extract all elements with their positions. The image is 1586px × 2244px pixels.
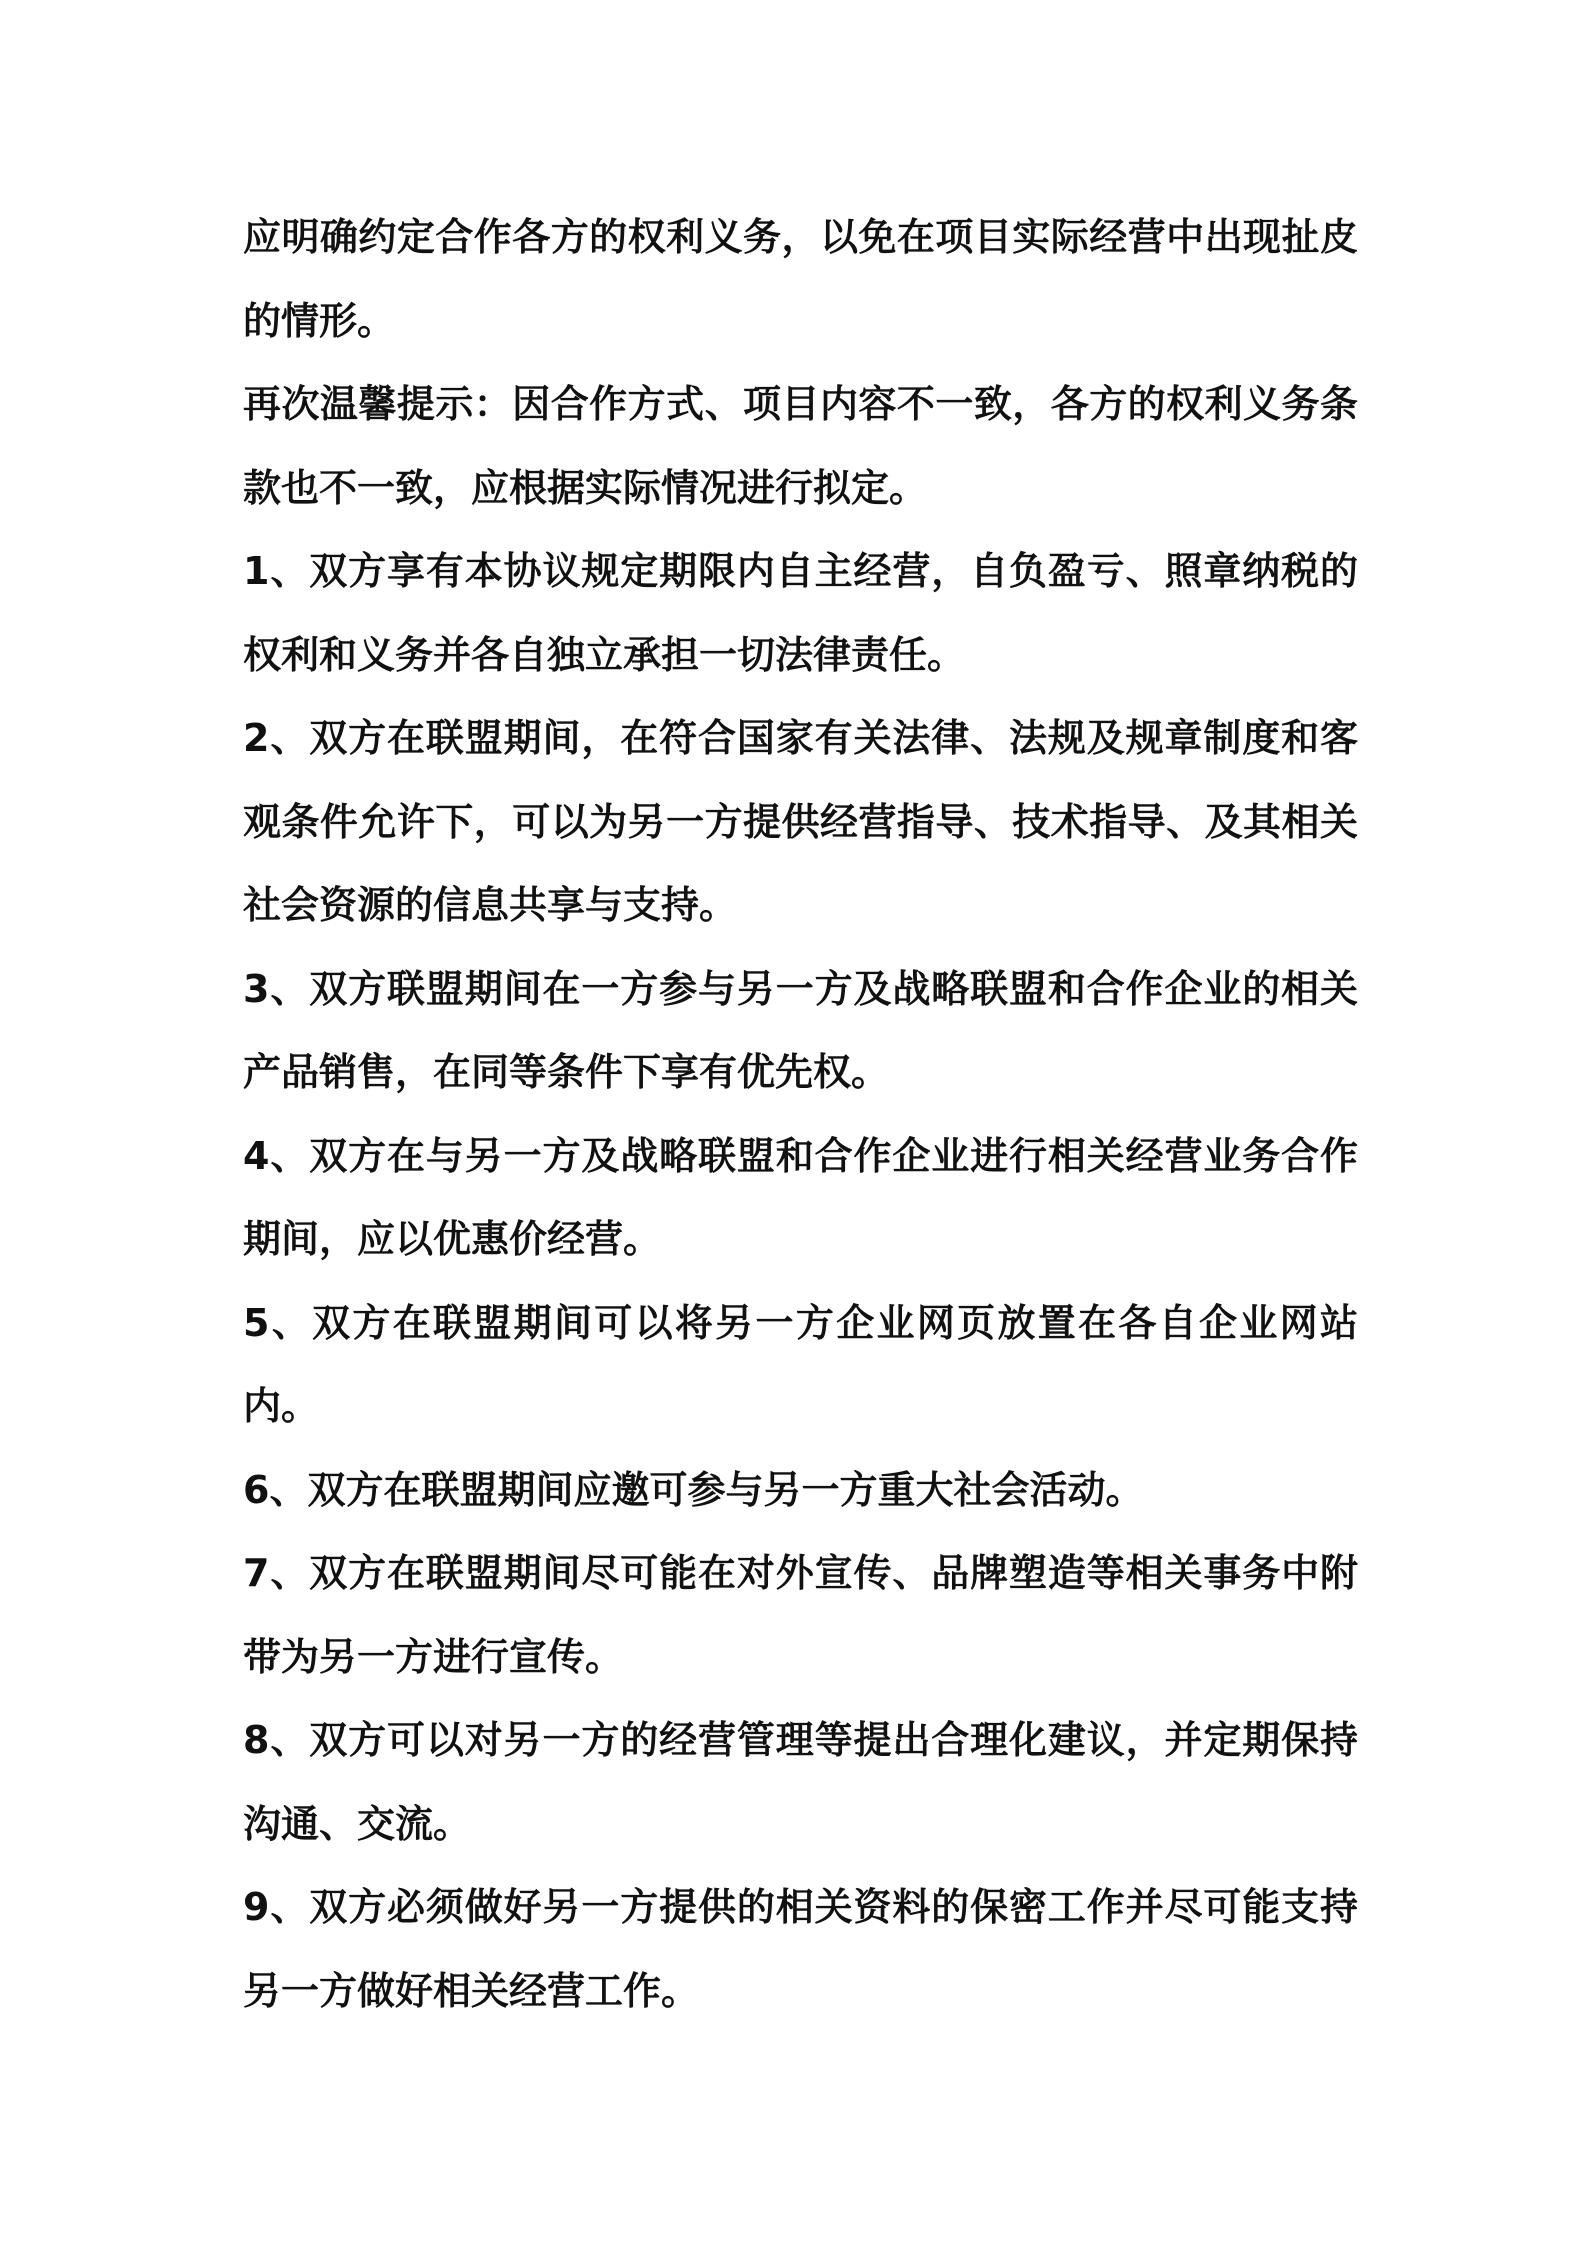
clause-4: 4、双方在与另一方及战略联盟和合作企业进行相关经营业务合作期间，应以优惠价经营。 [243,1133,1358,1261]
clause-6: 6、双方在联盟期间应邀可参与另一方重大社会活动。 [243,1467,1144,1512]
paragraph-rights-obligations-intro: 应明确约定合作各方的权利义务，以免在项目实际经营中出现扯皮的情形。 [243,215,1358,343]
clause-2: 2、双方在联盟期间，在符合国家有关法律、法规及规章制度和客观条件允许下，可以为另一方提供经营指导、技术指导、及其相关社会资源的信息共享与支持。 [243,716,1358,927]
document-body [243,196,1358,2033]
clause-3: 3、双方联盟期间在一方参与另一方及战略联盟和合作企业的相关产品销售，在同等条件下享有优先权。 [243,966,1358,1094]
clause-9: 9、双方必须做好另一方提供的相关资料的保密工作并尽可能支持另一方做好相关经营工作。 [243,1885,1358,2013]
clause-1: 1、双方享有本协议规定期限内自主经营，自负盈亏、照章纳税的权利和义务并各自独立承担一切法律责任。 [243,549,1358,677]
clause-8: 8、双方可以对另一方的经营管理等提出合理化建议，并定期保持沟通、交流。 [243,1718,1358,1846]
clause-5: 5、双方在联盟期间可以将另一方企业网页放置在各自企业网站内。 [243,1300,1358,1428]
paragraph-reminder: 再次温馨提示：因合作方式、项目内容不一致，各方的权利义务条款也不一致，应根据实际情况进行拟定。 [243,382,1358,510]
clause-7: 7、双方在联盟期间尽可能在对外宣传、品牌塑造等相关事务中附带为另一方进行宣传。 [243,1551,1358,1679]
